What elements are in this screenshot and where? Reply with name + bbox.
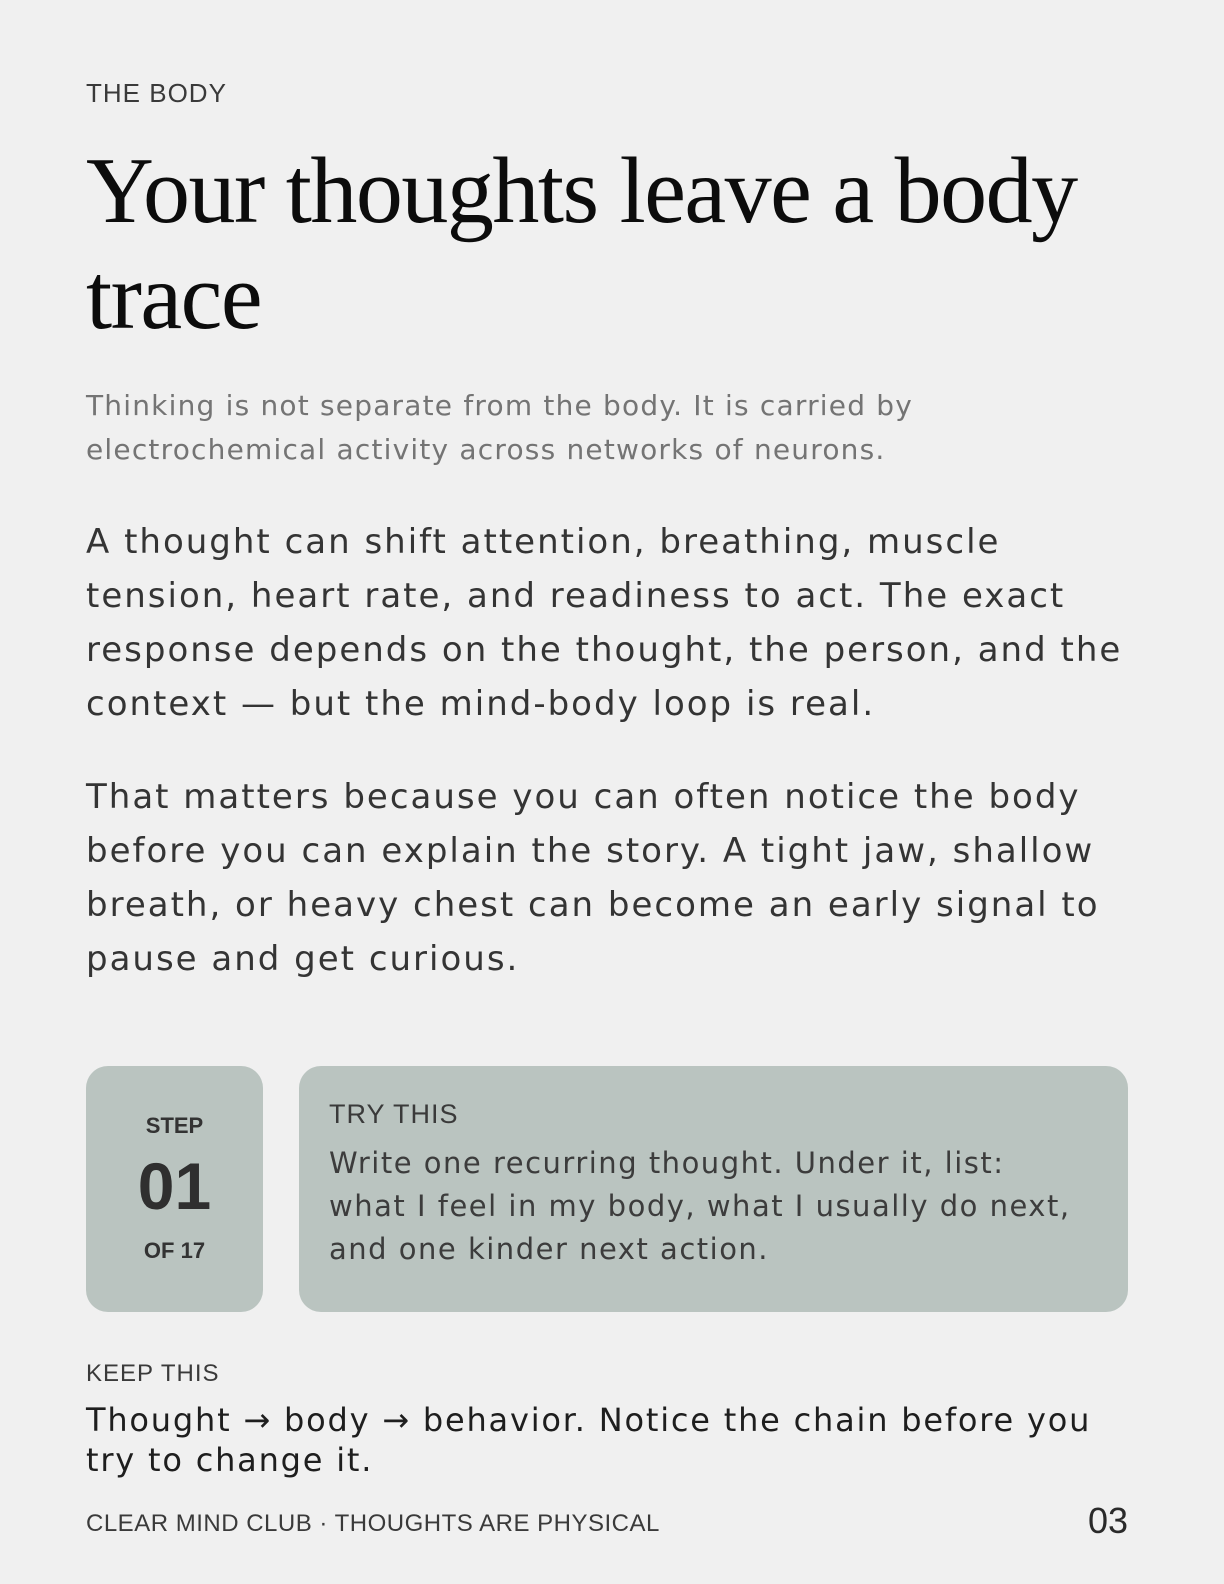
subtitle: Thinking is not separate from the body. It is carried by electrochemical activity across networks of neurons. bbox=[86, 389, 914, 466]
step-card bbox=[86, 1066, 263, 1312]
try-this-card bbox=[299, 1066, 1128, 1312]
section-label: THE BODY bbox=[86, 78, 227, 108]
step-number: 01 bbox=[137, 1149, 212, 1223]
step-label: STEP bbox=[145, 1113, 204, 1138]
try-this-label: TRY THIS bbox=[329, 1099, 459, 1129]
page-number: 03 bbox=[1087, 1500, 1128, 1541]
step-total: OF 17 bbox=[143, 1238, 206, 1263]
page-title: Your thoughts leave a body trace bbox=[86, 139, 1077, 349]
page bbox=[86, 0, 1138, 1584]
body-paragraph-1: A thought can shift attention, breathing, muscle tension, heart rate, and readiness to act. The exact response depends on the thought, the person, and the context — but the mind-body loop is real. bbox=[86, 522, 1123, 724]
try-this-text: Write one recurring thought. Under it, list: what I feel in my body, what I usually do next, and one kinder next action. bbox=[329, 1146, 1071, 1266]
body-paragraph-2: That matters because you can often notice the body before you can explain the story. A tight jaw, shallow breath, or heavy chest can become an early signal to pause and get curious. bbox=[86, 777, 1100, 979]
keep-this-text: Thought → body → behavior. Notice the chain before you try to change it. bbox=[86, 1401, 1092, 1479]
footer-caption: CLEAR MIND CLUB · THOUGHTS ARE PHYSICAL bbox=[86, 1510, 660, 1537]
keep-this-label: KEEP THIS bbox=[86, 1360, 220, 1387]
